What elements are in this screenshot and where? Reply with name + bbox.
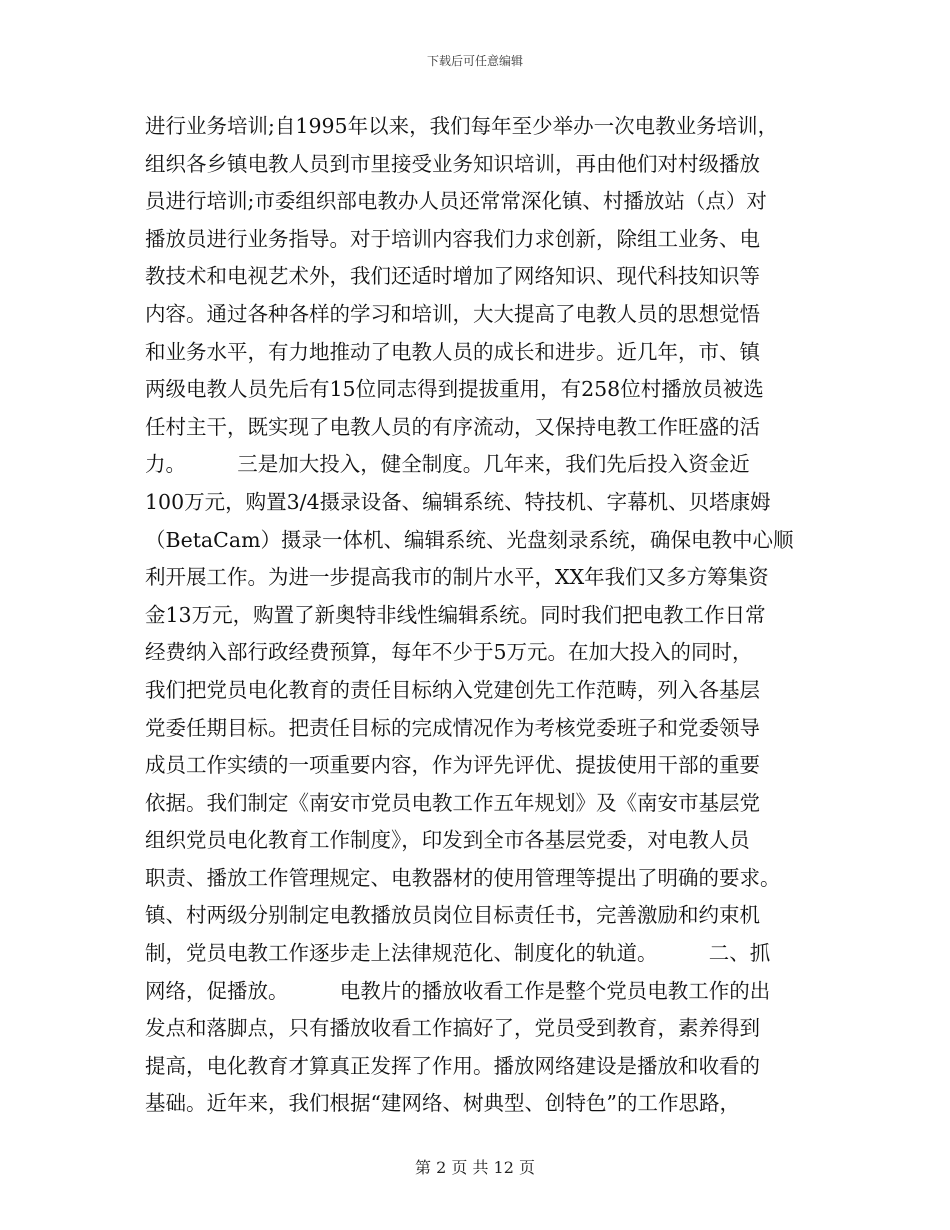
text-line: （BetaCam）摄录一体机、编辑系统、光盘刻录系统，确保电教中心顺 <box>145 527 794 552</box>
document-body <box>145 108 810 1123</box>
text-line: 力。 三是加大投入，健全制度。几年来，我们先后投入资金近 <box>145 452 750 477</box>
text-line: 和业务水平，有力地推动了电教人员的成长和进步。近几年，市、镇 <box>145 339 760 364</box>
text-line: 基础。近年来，我们根据“建网络、树典型、创特色”的工作思路， <box>145 1091 740 1116</box>
text-line: 进行业务培训;自1995年以来，我们每年至少举办一次电教业务培训， <box>145 114 779 138</box>
text-line: 组织党员电化教育工作制度》，印发到全市各基层党委，对电教人员 <box>145 828 750 853</box>
text-line: 提高，电化教育才算真正发挥了作用。播放网络建设是播放和收看的 <box>145 1053 760 1078</box>
text-line: 员进行培训;市委组织部电教办人员还常常深化镇、村播放站（点）对 <box>145 189 767 214</box>
text-line: 100万元，购置3/4摄录设备、编辑系统、特技机、字幕机、贝塔康姆 <box>145 489 771 514</box>
text-line: 任村主干，既实现了电教人员的有序流动，又保持电教工作旺盛的活 <box>145 414 760 439</box>
text-line: 职责、播放工作管理规定、电教器材的使用管理等提出了明确的要求。 <box>145 865 781 890</box>
text-line: 网络，促播放。 电教片的播放收看工作是整个党员电教工作的出 <box>145 978 771 1003</box>
text-line: 金13万元，购置了新奥特非线性编辑系统。同时我们把电教工作日常 <box>145 602 766 627</box>
text-line: 教技术和电视艺术外，我们还适时增加了网络知识、现代科技知识等 <box>145 264 760 289</box>
text-line: 党委任期目标。把责任目标的完成情况作为考核党委班子和党委领导 <box>145 715 760 740</box>
text-line: 利开展工作。为进一步提高我市的制片水平，XX年我们又多方筹集资 <box>145 565 769 590</box>
page-header: 下载后可任意编辑 <box>426 54 523 68</box>
text-line: 我们把党员电化教育的责任目标纳入党建创先工作范畴，列入各基层 <box>145 677 760 702</box>
text-line: 播放员进行业务指导。对于培训内容我们力求创新，除组工业务、电 <box>145 226 760 251</box>
text-line: 成员工作实绩的一项重要内容，作为评先评优、提拔使用干部的重要 <box>145 753 760 778</box>
text-line: 制，党员电教工作逐步走上法律规范化、制度化的轨道。 二、抓 <box>145 941 771 966</box>
text-line: 内容。通过各种各样的学习和培训，大大提高了电教人员的思想觉悟 <box>145 301 760 326</box>
text-line: 组织各乡镇电教人员到市里接受业务知识培训，再由他们对村级播放 <box>145 151 760 176</box>
text-line: 依据。我们制定《南安市党员电教工作五年规划》及《南安市基层党 <box>145 790 760 815</box>
page-footer: 第 2 页 共 12 页 <box>415 1158 535 1177</box>
text-line: 经费纳入部行政经费预算，每年不少于5万元。在加大投入的同时， <box>145 640 753 665</box>
text-line: 两级电教人员先后有15位同志得到提拔重用，有258位村播放员被选 <box>145 377 764 402</box>
text-line: 发点和落脚点，只有播放收看工作搞好了，党员受到教育，素养得到 <box>145 1016 760 1041</box>
text-line: 镇、村两级分别制定电教播放员岗位目标责任书，完善激励和约束机 <box>145 903 760 928</box>
